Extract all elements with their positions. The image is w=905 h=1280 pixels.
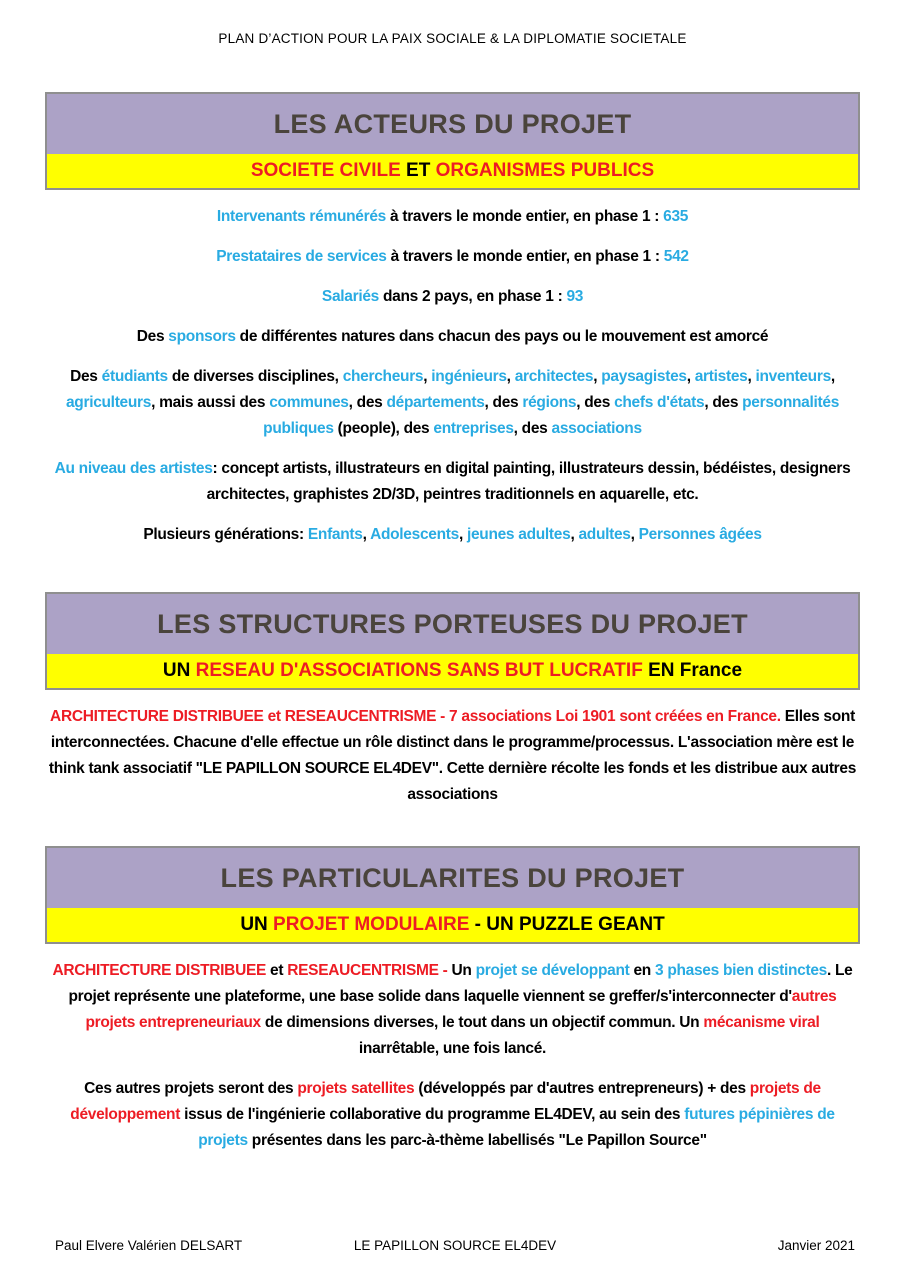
text-segment: entreprises [433, 420, 514, 437]
text-segment: , [423, 368, 432, 385]
text-segment: , des [576, 394, 615, 411]
text-segment: - UN PUZZLE GEANT [469, 914, 665, 935]
text-segment: , [747, 368, 756, 385]
text-segment: , [362, 526, 371, 543]
text-segment: 635 [663, 208, 689, 225]
text-segment: communes [269, 394, 349, 411]
text-segment: Au niveau des artistes [54, 460, 213, 477]
section-body-acteurs [0, 190, 905, 548]
text-segment: Personnes âgées [638, 526, 762, 543]
paragraph [48, 284, 857, 310]
text-segment: Prestataires de services [216, 248, 387, 265]
text-segment: issus de l'ingénierie collaborative du programme EL4DEV, au sein des [180, 1106, 685, 1123]
text-segment: ORGANISMES PUBLICS [435, 160, 655, 181]
section-subtitle [47, 154, 858, 188]
section-title: LES PARTICULARITES DU PROJET [47, 848, 858, 908]
text-segment: , des [348, 394, 387, 411]
section-title: LES ACTEURS DU PROJET [47, 94, 858, 154]
text-segment: à travers le monde entier, en phase 1 : [386, 208, 664, 225]
text-segment: ARCHITECTURE DISTRIBUEE [52, 962, 267, 979]
text-segment: , [458, 526, 467, 543]
text-segment: , [506, 368, 515, 385]
paragraph [48, 704, 857, 808]
text-segment: RESEAU D'ASSOCIATIONS SANS BUT LUCRATIF [195, 660, 643, 681]
text-segment: inarrêtable, une fois lancé. [358, 1040, 547, 1057]
text-segment: dans 2 pays, en phase 1 : [378, 288, 567, 305]
text-segment: sponsors [168, 328, 236, 345]
section-subtitle [47, 908, 858, 942]
text-segment: , [593, 368, 602, 385]
text-segment: de différentes natures dans chacun des pays ou le mouvement est amorcé [235, 328, 769, 345]
text-segment: , mais aussi des [151, 394, 270, 411]
text-segment: Un [447, 962, 476, 979]
text-segment: chercheurs [342, 368, 424, 385]
text-segment: de diverses disciplines, [167, 368, 343, 385]
text-segment: projets satellites [297, 1080, 415, 1097]
text-segment: , [686, 368, 695, 385]
text-segment: (développés par d'autres entrepreneurs) + des [414, 1080, 750, 1097]
text-segment: Elles sont interconnectées. Chacune d'elle effectue un rôle distinct dans le programme/processus. L'association mère est le think tank associatif "LE PAPILLON SOURCE EL4DEV". Cette dernière récolte les fonds et les distribue aux autres associations [48, 708, 857, 803]
section-subtitle [47, 654, 858, 688]
text-segment: en [629, 962, 655, 979]
text-segment: jeunes adultes [466, 526, 571, 543]
text-segment: départements [386, 394, 485, 411]
text-segment: associations [551, 420, 642, 437]
section-title: LES STRUCTURES PORTEUSES DU PROJET [47, 594, 858, 654]
text-segment: agriculteurs [65, 394, 152, 411]
text-segment: Ces autres projets seront des [84, 1080, 298, 1097]
paragraph [48, 204, 857, 230]
text-segment: 3 phases bien distinctes [655, 962, 827, 979]
text-segment: Intervenants rémunérés [216, 208, 386, 225]
text-segment: de dimensions diverses, le tout dans un objectif commun. Un [260, 1014, 704, 1031]
text-segment: , [570, 526, 579, 543]
text-segment: autres projets entrepreneuriaux [85, 988, 837, 1031]
footer-date: Janvier 2021 [777, 1238, 856, 1253]
paragraph [48, 364, 857, 442]
section-body-structures [0, 690, 905, 808]
footer-project: LE PAPILLON SOURCE EL4DEV [353, 1238, 557, 1253]
text-segment: PROJET MODULAIRE [273, 914, 470, 935]
text-segment: , des [484, 394, 523, 411]
paragraph [48, 1076, 857, 1154]
text-segment: projet se développant [475, 962, 630, 979]
paragraph [48, 456, 857, 508]
text-segment: , [630, 526, 639, 543]
text-segment: . Le projet représente une plateforme, une base solide dans laquelle viennent se greffer/s'interconnecter d' [68, 962, 853, 1005]
paragraph [48, 324, 857, 350]
text-segment: personnalités publiques [263, 394, 840, 437]
text-segment: projets de développement [70, 1080, 821, 1123]
text-segment: (people), des [333, 420, 434, 437]
text-segment: ET [400, 160, 436, 181]
text-segment: étudiants [101, 368, 168, 385]
text-segment: , des [513, 420, 552, 437]
text-segment: futures pépinières de projets [198, 1106, 835, 1149]
text-segment: mécanisme viral [703, 1014, 820, 1031]
text-segment: 542 [663, 248, 689, 265]
text-segment: UN [162, 660, 196, 681]
section-banner-structures [45, 592, 860, 690]
text-segment: artistes [694, 368, 748, 385]
text-segment: Plusieurs générations: [143, 526, 308, 543]
paragraph [48, 522, 857, 548]
text-segment: Adolescents [370, 526, 459, 543]
paragraph [48, 244, 857, 270]
section-banner-particularites [45, 846, 860, 944]
section-banner-acteurs [45, 92, 860, 190]
text-segment: inventeurs [755, 368, 831, 385]
text-segment: Enfants [307, 526, 363, 543]
text-segment: régions [522, 394, 577, 411]
text-segment: Des [136, 328, 169, 345]
text-segment: chefs d'états [614, 394, 705, 411]
text-segment: ingénieurs [431, 368, 507, 385]
text-segment: paysagistes [601, 368, 687, 385]
text-segment: EN France [642, 660, 743, 681]
text-segment: et [266, 962, 288, 979]
text-segment: : concept artists, illustrateurs en digital painting, illustrateurs dessin, bédéistes, designers architectes, graphistes 2D/3D, peintres traditionnels en aquarelle, etc. [206, 460, 851, 503]
text-segment: présentes dans les parc-à-thème labellisés "Le Papillon Source" [247, 1132, 707, 1149]
text-segment: , [830, 368, 835, 385]
paragraph [48, 958, 857, 1062]
text-segment: 93 [566, 288, 584, 305]
text-segment: à travers le monde entier, en phase 1 : [386, 248, 664, 265]
text-segment: SOCIETE CIVILE [250, 160, 401, 181]
text-segment: Des [70, 368, 102, 385]
footer-author: Paul Elvere Valérien DELSART [55, 1238, 243, 1253]
section-body-particularites [0, 944, 905, 1154]
text-segment: architectes [514, 368, 594, 385]
text-segment: adultes [578, 526, 631, 543]
text-segment: UN [240, 914, 274, 935]
text-segment: , des [704, 394, 743, 411]
document-header-title: PLAN D’ACTION POUR LA PAIX SOCIALE & LA DIPLOMATIE SOCIETALE [218, 31, 687, 46]
text-segment: RESEAUCENTRISME - [287, 962, 448, 979]
document-footer [55, 1237, 855, 1254]
text-segment: ARCHITECTURE DISTRIBUEE et RESEAUCENTRISME - 7 associations Loi 1901 sont créées en France. [50, 708, 781, 725]
text-segment: Salariés [321, 288, 379, 305]
